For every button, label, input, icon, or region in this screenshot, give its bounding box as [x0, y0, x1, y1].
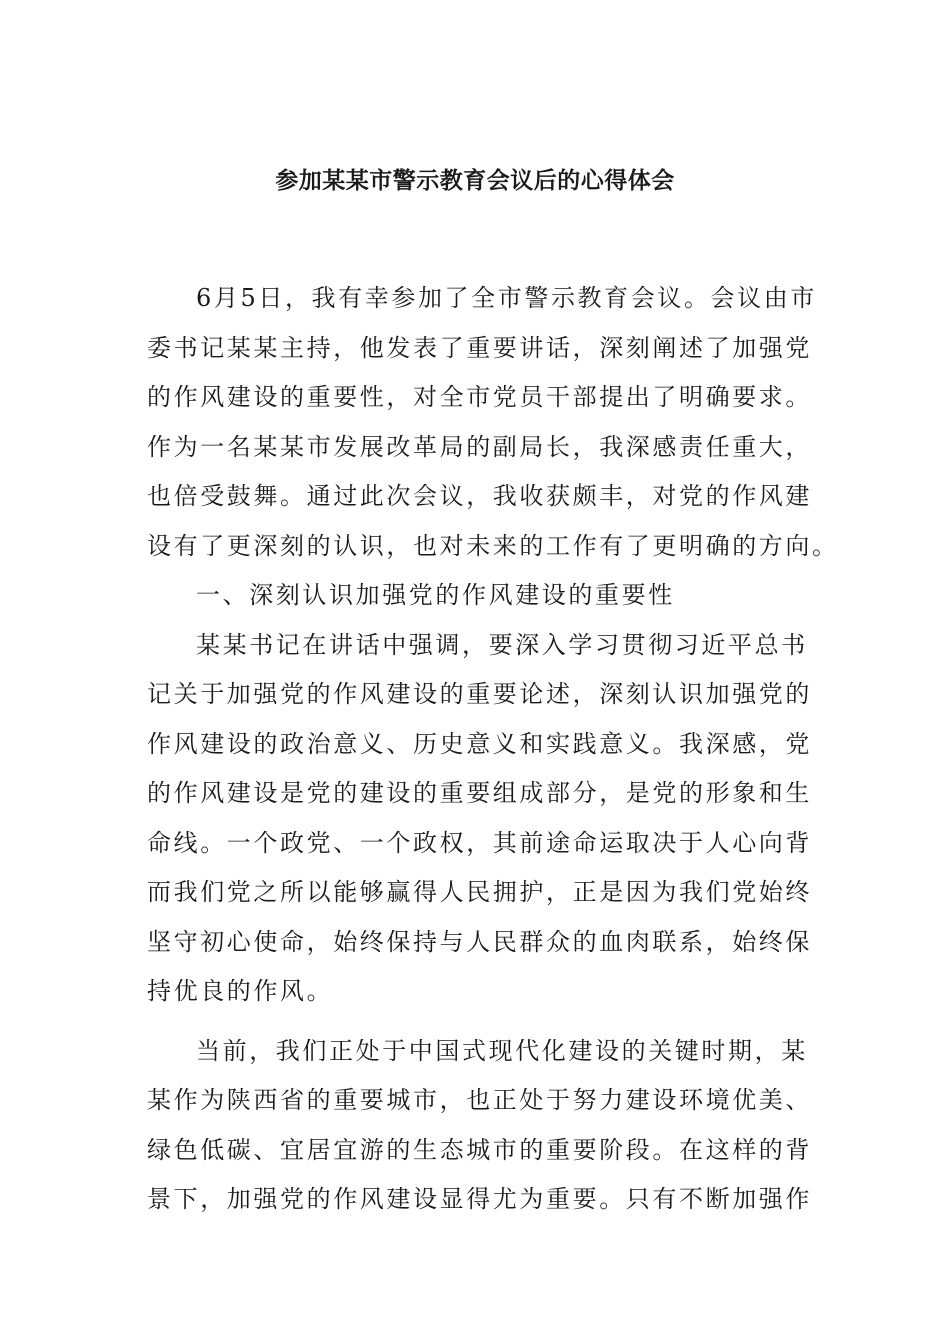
paragraph-1-line-6: 设有了更深刻的认识，也对未来的工作有了更明确的方向。 — [147, 531, 839, 560]
paragraph-1-line-1: 6月5日，我有幸参加了全市警示教育会议。会议由市 — [196, 284, 817, 312]
paragraph-3-line-4: 景下，加强党的作风建设显得尤为重要。只有不断加强作 — [147, 1185, 812, 1213]
paragraph-3-line-2: 某作为陕西省的重要城市，也正处于努力建设环境优美、 — [147, 1086, 812, 1114]
paragraph-1-line-2: 委书记某某主持，他发表了重要讲话，深刻阐述了加强党 — [147, 333, 812, 362]
document-title: 参加某某市警示教育会议后的心得体会 — [275, 168, 675, 194]
paragraph-3-line-3: 绿色低碳、宜居宜游的生态城市的重要阶段。在这样的背 — [147, 1135, 812, 1164]
paragraph-3-line-1: 当前，我们正处于中国式现代化建设的关键时期，某 — [196, 1036, 808, 1065]
section-heading-1: 一、深刻认识加强党的作风建设的重要性 — [196, 581, 675, 609]
paragraph-2-line-3: 作风建设的政治意义、历史意义和实践意义。我深感，党 — [147, 729, 812, 758]
paragraph-1-line-5: 也倍受鼓舞。通过此次会议，我收获颇丰，对党的作风建 — [147, 482, 812, 510]
paragraph-1-line-4: 作为一名某某市发展改革局的副局长，我深感责任重大， — [147, 432, 812, 461]
paragraph-1-line-3: 的作风建设的重要性，对全市党员干部提出了明确要求。 — [147, 383, 812, 411]
paragraph-2-line-4: 的作风建设是党的建设的重要组成部分，是党的形象和生 — [147, 779, 812, 807]
paragraph-2-line-7: 坚守初心使命，始终保持与人民群众的血肉联系，始终保 — [147, 927, 812, 956]
paragraph-2-line-8: 持优良的作风。 — [147, 977, 334, 1005]
paragraph-2-line-2: 记关于加强党的作风建设的重要论述，深刻认识加强党的 — [147, 680, 812, 708]
paragraph-2-line-5: 命线。一个政党、一个政权，其前途命运取决于人心向背 — [147, 828, 812, 857]
paragraph-spacer — [147, 1021, 807, 1031]
paragraph-2-line-6: 而我们党之所以能够赢得人民拥护，正是因为我们党始终 — [147, 878, 812, 906]
paragraph-2-line-1: 某某书记在讲话中强调，要深入学习贯彻习近平总书 — [196, 630, 808, 659]
document-body — [147, 278, 839, 1229]
